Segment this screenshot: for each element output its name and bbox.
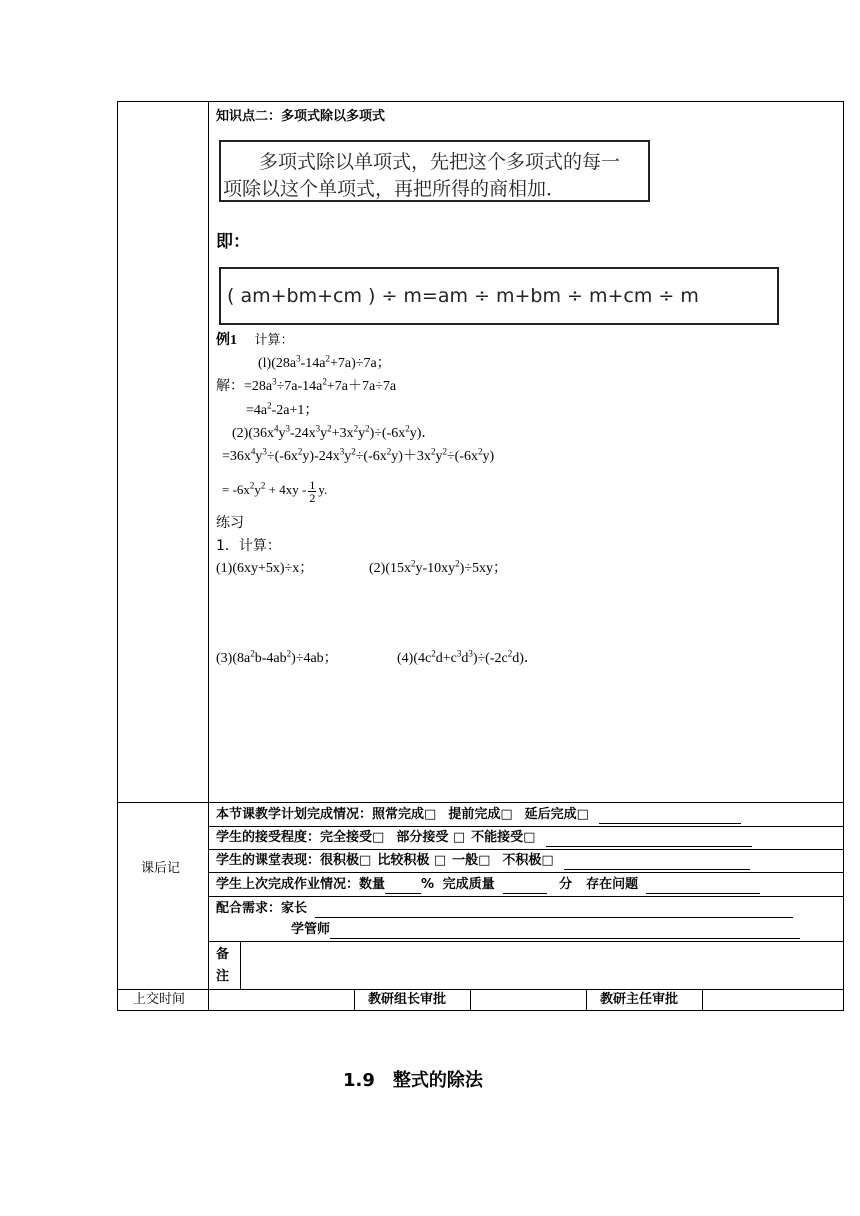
example-title: 计算： [254, 333, 294, 348]
footer-div-2 [470, 989, 471, 1010]
footer-row-top [117, 989, 844, 990]
ji-label: 即： [216, 232, 250, 252]
coop-manager-row: 学管师 [291, 921, 800, 939]
table-bottom-border [117, 1010, 844, 1011]
rule-text-line1: 多项式除以单项式，先把这个多项式的每一 [259, 151, 621, 173]
rule-box [219, 140, 650, 202]
manager-blank[interactable] [330, 924, 800, 939]
footer-div-1 [354, 989, 355, 1010]
column-divider [208, 101, 209, 1011]
note-divider [240, 941, 241, 989]
page-title: 1.9 整式的除法 [343, 1070, 483, 1091]
formula-text: ( am+bm+cm ) ÷ m=am ÷ m+bm ÷ m+cm ÷ m [227, 285, 699, 307]
accept-blank[interactable] [546, 832, 752, 847]
plan-blank[interactable] [599, 809, 741, 824]
note-label-2: 注 [216, 969, 230, 984]
class-blank[interactable] [564, 855, 750, 870]
coop-row: 配合需求：家长 [216, 900, 793, 918]
table-left-border [117, 101, 118, 1011]
homework-row: 学生上次完成作业情况：数量 % 完成质量 分 存在问题 [216, 876, 760, 894]
footer-div-3 [586, 989, 587, 1010]
plan-row: 本节课教学计划完成情况：照常完成□ 提前完成□ 延后完成□ [216, 806, 741, 824]
review-line-2 [208, 849, 844, 850]
quality-blank[interactable] [503, 879, 547, 894]
fraction: $\frac{1}{2}$ [309, 477, 316, 505]
example-problem-2: $(2)(36x^4y^3-24x^3y^2+3x^2y^2)\div(-6x^2y)$． [232, 423, 436, 441]
note-label-1: 备 [216, 947, 230, 962]
table-top-border [117, 101, 844, 102]
footer-div-4 [702, 989, 703, 1010]
review-row-label: 课后记 [141, 861, 181, 876]
solution-line-3: $=36x^4y^3\div(-6x^2y)-24x^3y^2\div(-6x^2y)+3x^2y^2\div(-6x^2y)$ [222, 446, 495, 464]
table-right-border [843, 101, 844, 1011]
practice-task: 1．计算： [216, 538, 281, 554]
review-line-5 [208, 941, 844, 942]
example-label: 例1 [216, 333, 237, 348]
review-line-4 [208, 896, 844, 897]
example-problem-1: $(l)(28a^3-14a^2+7a)\div 7a$； [258, 353, 391, 371]
review-row-top [117, 802, 844, 803]
practice-problem-4: $(4)(4c^2d+c^3d^3)\div(-2c^2d)$． [397, 648, 538, 666]
review-line-1 [208, 826, 844, 827]
director-label: 教研主任审批 [600, 992, 679, 1007]
submit-time-label: 上交时间 [133, 992, 186, 1007]
parent-blank[interactable] [315, 903, 793, 918]
solution-line-2: $=4a^2-2a+1$； [246, 400, 319, 418]
quantity-blank[interactable] [385, 879, 421, 894]
example-heading [216, 332, 294, 350]
review-line-3 [208, 872, 844, 873]
issue-blank[interactable] [646, 879, 760, 894]
accept-row: 学生的接受程度：完全接受□ 部分接受 □ 不能接受□ [216, 829, 752, 847]
solution-line-1: 解：$=28a^3\div 7a-14a^2+7a+7a\div 7a$ [216, 376, 397, 394]
practice-problem-1: (1)(6xy+5x)÷x； [216, 561, 314, 576]
formula-box [219, 267, 779, 325]
rule-text-line2: 项除以这个单项式，再把所得的商相加． [223, 178, 566, 200]
section-heading: 知识点二：多项式除以多项式 [216, 109, 386, 124]
practice-problem-3: $(3)(8a^2b-4ab^2)\div 4ab$； [216, 648, 338, 666]
practice-problem-2: $(2)(15x^2y-10xy^2)\div 5xy$； [369, 558, 508, 576]
practice-title: 练习 [216, 515, 244, 531]
class-row: 学生的课堂表现：很积极□ 比较积极 □ 一般□ 不积极□ [216, 852, 750, 870]
solution-line-4: = $-6x^2y^2 + 4xy$ - $\frac{1}{2}$ y. [222, 477, 328, 505]
group-leader-label: 教研组长审批 [368, 992, 447, 1007]
